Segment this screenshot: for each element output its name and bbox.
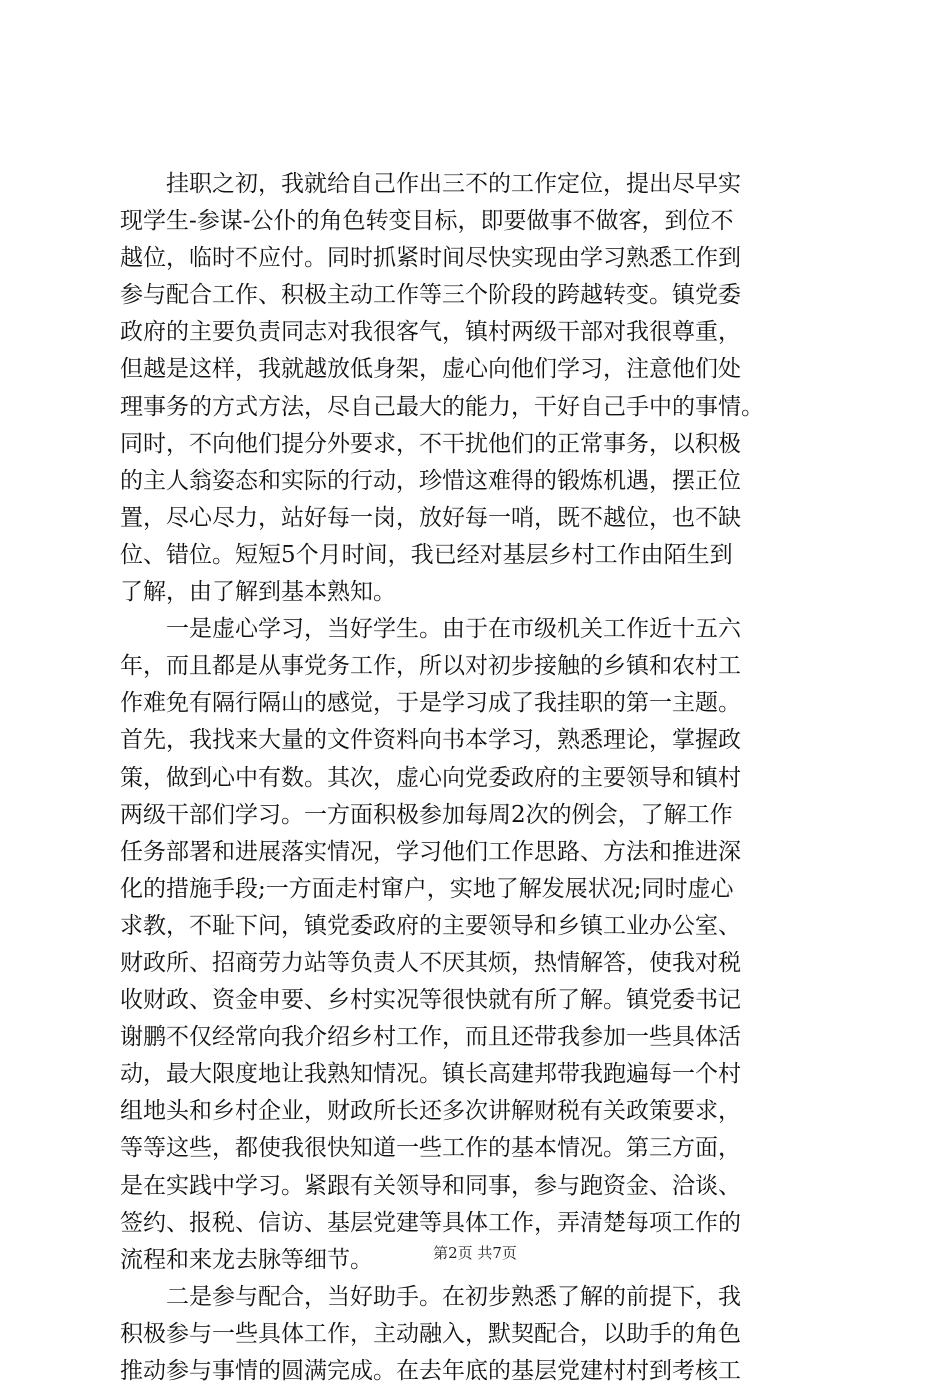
text-line: 首先，我找来大量的文件资料向书本学习，熟悉理论，掌握政 [120, 727, 741, 754]
text-line: 挂职之初，我就给自己作出三不的工作定位，提出尽早实 [120, 171, 741, 197]
body-text [120, 166, 835, 1390]
text-line: 流程和来龙去脉等细节。 [120, 1246, 373, 1273]
text-line: 化的措施手段;一方面走村窜户，实地了解发展状况;同时虚心 [120, 875, 734, 902]
text-line: 财政所、招商劳力站等负责人不厌其烦，热情解答，使我对税 [120, 949, 741, 976]
text-line: 同时，不向他们提分外要求，不干扰他们的正常事务，以积极 [120, 430, 741, 457]
text-line: 年，而且都是从事党务工作，所以对初步接触的乡镇和农村工 [120, 653, 741, 680]
text-line: 求教，不耻下问，镇党委政府的主要领导和乡镇工业办公室、 [120, 912, 741, 939]
text-line: 位、错位。短短5个月时间，我已经对基层乡村工作由陌生到 [120, 541, 733, 568]
text-line: 参与配合工作、积极主动工作等三个阶段的跨越转变。镇党委 [120, 282, 741, 309]
text-line: 现学生-参谋-公仆的角色转变目标，即要做事不做客，到位不 [120, 208, 734, 235]
text-line: 策，做到心中有数。其次，虚心向党委政府的主要领导和镇村 [120, 764, 741, 791]
text-line: 两级干部们学习。一方面积极参加每周2次的例会，了解工作 [120, 801, 733, 828]
text-line: 的主人翁姿态和实际的行动，珍惜这难得的锻炼机遇，摆正位 [120, 467, 741, 494]
text-line: 了解，由了解到基本熟知。 [120, 579, 396, 606]
text-line: 谢鹏不仅经常向我介绍乡村工作，而且还带我参加一些具体活 [120, 1024, 741, 1051]
text-line: 收财政、资金申要、乡村实况等很快就有所了解。镇党委书记 [120, 987, 741, 1014]
text-line: 推动参与事情的圆满完成。在去年底的基层党建村村到考核工 [120, 1358, 741, 1384]
text-line: 政府的主要负责同志对我很客气，镇村两级干部对我很尊重， [120, 319, 741, 346]
text-line: 是在实践中学习。紧跟有关领导和同事，参与跑资金、洽谈、 [120, 1172, 741, 1199]
text-line: 置，尽心尽力，站好每一岗，放好每一哨，既不越位，也不缺 [120, 504, 741, 531]
text-line: 积极参与一些具体工作，主动融入，默契配合，以助手的角色 [120, 1320, 741, 1347]
text-line: 动，最大限度地让我熟知情况。镇长高建邦带我跑遍每一个村 [120, 1061, 741, 1088]
text-line: 组地头和乡村企业，财政所长还多次讲解财税有关政策要求， [120, 1098, 741, 1125]
text-line: 作难免有隔行隔山的感觉，于是学习成了我挂职的第一主题。 [120, 690, 741, 717]
text-line: 但越是这样，我就越放低身架，虚心向他们学习，注意他们处 [120, 356, 741, 383]
text-line: 理事务的方式方法，尽自己最大的能力，干好自己手中的事情。 [120, 393, 764, 420]
text-line: 越位，临时不应付。同时抓紧时间尽快实现由学习熟悉工作到 [120, 245, 741, 272]
text-line: 任务部署和进展落实情况，学习他们工作思路、方法和推进深 [120, 838, 741, 865]
text-line: 等等这些，都使我很快知道一些工作的基本情况。第三方面， [120, 1135, 741, 1162]
page-footer: 第2页 共7页 [433, 1244, 517, 1262]
text-line: 二是参与配合，当好助手。在初步熟悉了解的前提下，我 [120, 1283, 741, 1310]
text-line: 一是虚心学习，当好学生。由于在市级机关工作近十五六 [120, 616, 741, 643]
text-line: 签约、报税、信访、基层党建等具体工作，弄清楚每项工作的 [120, 1209, 741, 1236]
